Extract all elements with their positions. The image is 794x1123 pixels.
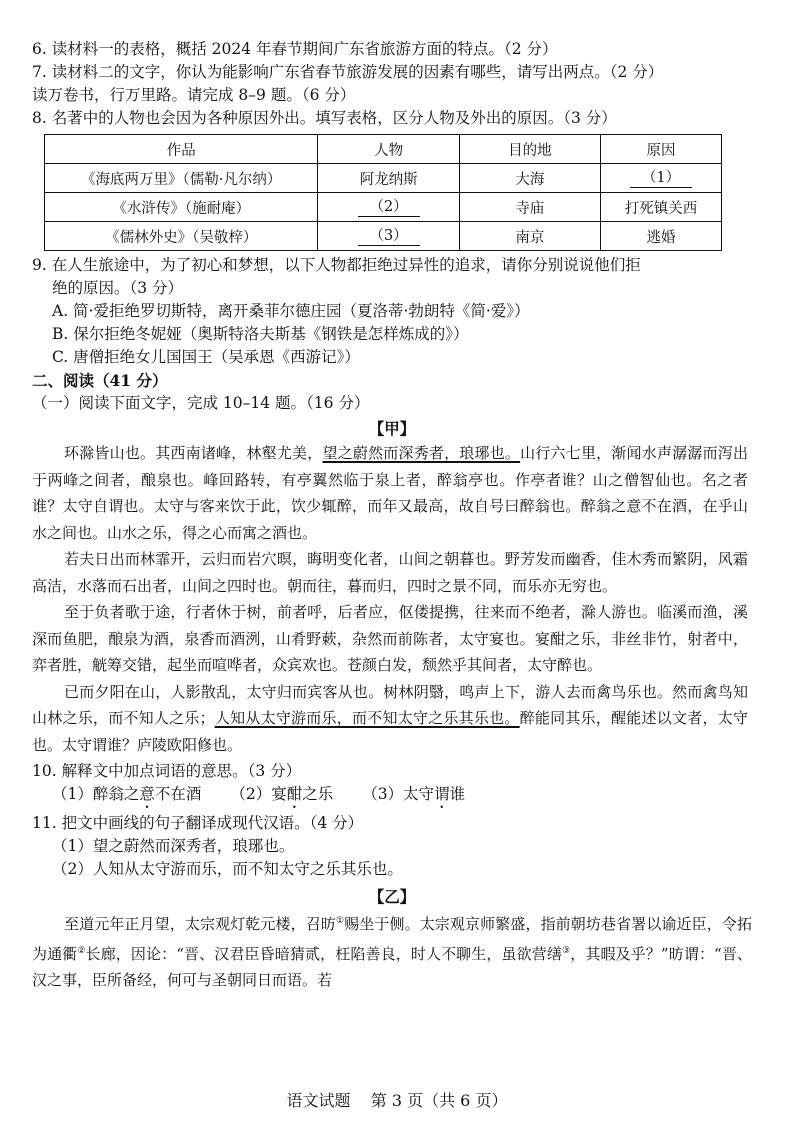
dotted-word: 酣 bbox=[286, 785, 303, 803]
table-row bbox=[45, 222, 722, 251]
text-span: 环滁皆山也。其西南诸峰，林壑尤美， bbox=[64, 444, 323, 462]
answer-blank: （1） bbox=[630, 169, 692, 188]
table-cell bbox=[318, 193, 459, 222]
question-11-item-1: （1）望之蔚然而深秀者，琅琊也。 bbox=[52, 837, 295, 855]
reading-intro-8-9: 读万卷书，行万里路。请完成 8–9 题。（6 分） bbox=[32, 86, 356, 104]
footnote-marker: ① bbox=[335, 916, 345, 926]
text-span: 不在酒 bbox=[154, 785, 202, 803]
text-span: 醉能同其乐，醒能述以文者，太守也。太守谓谁？庐陵欧阳修也。 bbox=[32, 709, 748, 754]
novel-characters-table bbox=[44, 134, 722, 251]
table-cell: 《水浒传》（施耐庵） bbox=[45, 193, 318, 222]
question-11-item-2: （2）人知从太守游而乐，而不知太守之乐其乐也。 bbox=[52, 860, 403, 878]
passage-jia-paragraph-3: 至于负者歌于途，行者休于树，前者呼，后者应，伛偻提携，往来而不绝者，滁人游也。临溪而渔，溪深而鱼肥，酿泉为酒，泉香而酒洌，山肴野蔌，杂然而前陈者，太守宴也。宴酣之乐，非丝非竹，射者中，弈者胜，觥筹交错，起坐而喧哗者，众宾欢也。苍颜白发，颓然乎其间者，太守醉也。 bbox=[32, 603, 748, 674]
table-cell: 《儒林外史》（吴敬梓） bbox=[45, 222, 318, 251]
table-cell bbox=[601, 164, 722, 193]
table-cell: 逃婚 bbox=[601, 222, 722, 251]
question-7: 7. 读材料二的文字，你认为能影响广东省春节旅游发展的因素有哪些，请写出两点。（2 分） bbox=[32, 63, 664, 81]
question-9-option-a: A. 简·爱拒绝罗切斯特，离开桑菲尔德庄园（夏洛蒂·勃朗特《简·爱》） bbox=[52, 302, 530, 320]
footnote-marker: ③ bbox=[562, 945, 571, 956]
table-header-cell: 作品 bbox=[45, 135, 318, 164]
table-header-row bbox=[45, 135, 722, 164]
footer-subject: 语文试题 bbox=[286, 1091, 351, 1110]
passage-jia-paragraph-4 bbox=[32, 679, 752, 759]
text-span: （3）太守 bbox=[362, 785, 435, 803]
table-cell: 阿龙纳斯 bbox=[318, 164, 459, 193]
question-10: 10. 解释文中加点词语的意思。（3 分） bbox=[32, 762, 302, 780]
dotted-word: 谓 bbox=[434, 785, 450, 803]
footnote-marker: ② bbox=[77, 945, 86, 956]
section-heading-reading: 二、阅读（41 分） bbox=[32, 371, 168, 390]
question-6: 6. 读材料一的表格，概括 2024 年春节期间广东省旅游方面的特点。（2 分） bbox=[32, 40, 558, 58]
text-span: （2）宴 bbox=[230, 785, 287, 803]
dotted-word: 意 bbox=[139, 785, 155, 803]
question-9-option-b: B. 保尔拒绝冬妮娅（奥斯特洛夫斯基《钢铁是怎样炼成的》） bbox=[52, 325, 469, 343]
text-span: 之乐 bbox=[302, 785, 334, 803]
text-span: 谁 bbox=[449, 785, 466, 803]
text-span: 长廊，因论：“晋、汉君臣昏暗猜贰，枉陷善良，时人不聊生，虽欲营缮 bbox=[85, 944, 563, 963]
question-10-items bbox=[32, 783, 752, 812]
table-cell bbox=[318, 222, 459, 251]
text-span: 赐坐于侧。太宗观京师繁盛，指前朝坊巷省署以谕近臣，令拓为通衢 bbox=[32, 915, 752, 963]
table-cell: 《海底两万里》（儒勒·凡尔纳） bbox=[45, 164, 318, 193]
passage-jia-paragraph-1 bbox=[32, 440, 752, 546]
table-row bbox=[45, 193, 722, 222]
q10-item-3 bbox=[362, 785, 465, 803]
table-cell: 寺庙 bbox=[459, 193, 600, 222]
underlined-sentence-1: 望之蔚然而深秀者，琅琊也。 bbox=[322, 444, 521, 462]
text-span: 山行六七里，渐闻水声潺潺而泻出于两峰之间者，酿泉也。峰回路转，有亭翼然临于泉上者，醉翁亭也。作亭者谁？山之僧智仙也。名之者谁？太守自谓也。太守与客来饮于此，饮少辄醉，而年又最高，故自号曰醉翁也。醉翁之意不在酒，在乎山水之间也。山水之乐，得之心而寓之酒也。 bbox=[32, 444, 748, 542]
q10-item-1 bbox=[52, 785, 201, 803]
q10-item-2 bbox=[230, 785, 333, 803]
text-span: （1）醉翁之 bbox=[52, 785, 140, 803]
question-9-option-c: C. 唐僧拒绝女儿国国王（吴承恩《西游记》） bbox=[52, 348, 360, 366]
answer-blank: （3） bbox=[358, 227, 420, 246]
table-cell: 南京 bbox=[459, 222, 600, 251]
table-header-cell: 人物 bbox=[318, 135, 459, 164]
page-footer bbox=[0, 1088, 794, 1111]
table-cell: 打死镇关西 bbox=[601, 193, 722, 222]
text-span: 至道元年正月望，太宗观灯乾元楼，召昉 bbox=[64, 915, 336, 933]
question-11: 11. 把文中画线的句子翻译成现代汉语。（4 分） bbox=[32, 814, 364, 832]
table-header-cell: 原因 bbox=[601, 135, 722, 164]
table-cell: 大海 bbox=[459, 164, 600, 193]
subsection-heading: （一）阅读下面文字，完成 10–14 题。（16 分） bbox=[32, 394, 370, 412]
passage-jia-title: 【甲】 bbox=[368, 419, 416, 438]
answer-blank: （2） bbox=[358, 198, 420, 217]
passage-yi-paragraph-1 bbox=[32, 908, 752, 994]
footer-page-number: 第 3 页（共 6 页） bbox=[370, 1091, 508, 1110]
question-8: 8. 名著中的人物也会因为各种原因外出。填写表格，区分人物及外出的原因。（3 分） bbox=[32, 109, 617, 127]
passage-jia-paragraph-2: 若夫日出而林霏开，云归而岩穴暝，晦明变化者，山间之朝暮也。野芳发而幽香，佳木秀而繁阴，风霜高洁，水落而石出者，山间之四时也。朝而往，暮而归，四时之景不同，而乐亦无穷也。 bbox=[32, 550, 748, 595]
underlined-sentence-2: 人知从太守游而乐，而不知太守之乐其乐也。 bbox=[214, 709, 520, 727]
question-9-line2: 绝的原因。（3 分） bbox=[52, 279, 184, 297]
text-span: ，其暇及乎？”昉谓：“晋、汉之事，臣所备经，何可与圣朝同日而语。若 bbox=[32, 944, 752, 989]
table-header-cell: 目的地 bbox=[459, 135, 600, 164]
text-span: 已而夕阳在山，人影散乱，太守归而宾客从也。树林阴翳，鸣声上下，游人去而禽鸟乐也。然而禽鸟知山林之乐，而不知人之乐； bbox=[32, 682, 748, 727]
exam-page bbox=[32, 38, 752, 994]
passage-yi-title: 【乙】 bbox=[368, 887, 416, 906]
question-9-line1: 9. 在人生旅途中，为了初心和梦想，以下人物都拒绝过异性的追求，请你分别说说他们拒 bbox=[32, 256, 641, 274]
table-row bbox=[45, 164, 722, 193]
